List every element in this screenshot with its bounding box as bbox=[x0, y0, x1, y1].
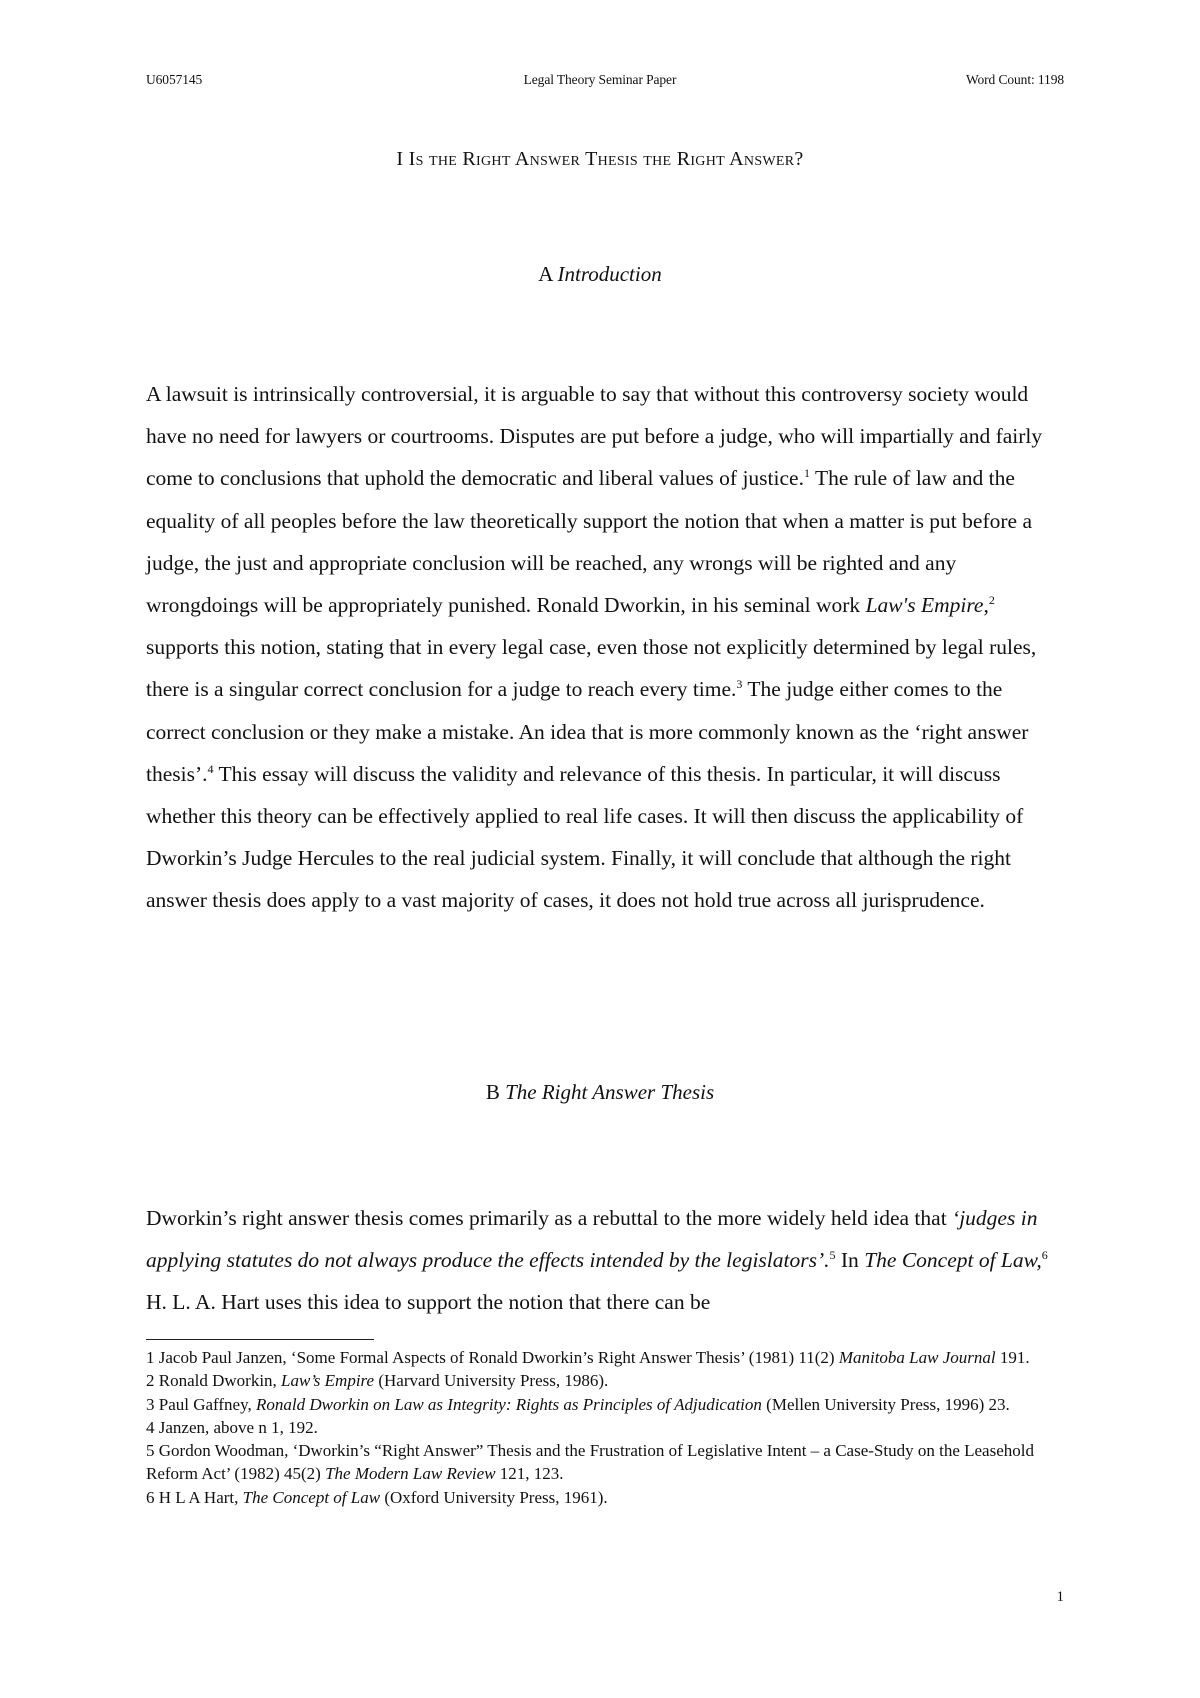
section-letter: A bbox=[538, 262, 553, 286]
footnote-5 bbox=[146, 1439, 1066, 1486]
footnote-text: 4 Janzen, above n 1, 192. bbox=[146, 1417, 318, 1437]
footnote-text: 2 Ronald Dworkin, bbox=[146, 1371, 282, 1391]
footnote-ref-2[interactable]: 2 bbox=[988, 592, 995, 607]
header-word-count: Word Count: 1198 bbox=[965, 72, 1064, 87]
footnote-ref-1[interactable]: 1 bbox=[803, 466, 810, 481]
footnote-ref-4[interactable]: 4 bbox=[207, 761, 214, 776]
cited-work-title: The Concept of Law, bbox=[864, 1248, 1042, 1273]
footnote-source-title: The Concept of Law bbox=[242, 1487, 381, 1507]
text-run: H. L. A. Hart uses this idea to support the notion that there can be bbox=[146, 1290, 711, 1315]
quotation: ‘judges in applying statutes do not always produce the effects intended by the legislators’. bbox=[146, 1206, 1038, 1273]
footnote-2 bbox=[146, 1369, 1066, 1392]
page-number: 1 bbox=[1056, 1589, 1064, 1605]
text-run: In bbox=[835, 1248, 865, 1273]
footnote-text: (Harvard University Press, 1986). bbox=[374, 1371, 609, 1391]
footnote-text: (Oxford University Press, 1961). bbox=[380, 1487, 608, 1507]
footnote-text: 191. bbox=[995, 1348, 1030, 1367]
header-paper-title: Legal Theory Seminar Paper bbox=[523, 72, 677, 87]
footnote-text: (Mellen University Press, 1996) 23. bbox=[761, 1394, 1010, 1414]
text-run: The rule of law and the equality of all peoples before the law theoretically support the notion that when a matter is put before a judge, the just and appropriate conclusion will be reached, any wrongs will be righted and any wrongdoings will be appropriately punished. Ronald Dworkin, in his seminal work bbox=[146, 466, 1032, 618]
paragraph-right-answer-thesis bbox=[146, 1197, 1066, 1324]
cited-work-title: Law's Empire bbox=[865, 593, 984, 618]
footnote-source-title: Ronald Dworkin on Law as Integrity: Rights as Principles of Adjudication bbox=[256, 1394, 762, 1414]
section-heading-right-answer-thesis bbox=[0, 1080, 1200, 1105]
footnotes bbox=[146, 1346, 1066, 1509]
header-student-id: U6057145 bbox=[146, 72, 203, 87]
footnote-text: 5 Gordon Woodman, ‘Dworkin’s “Right Answer” Thesis and the Frustration of Legislative Intent – a Case-Study on the Leasehold Reform Act’ (1982) 45(2) bbox=[146, 1441, 1034, 1484]
footnote-separator bbox=[146, 1339, 374, 1340]
footnote-ref-6[interactable]: 6 bbox=[1041, 1248, 1048, 1263]
footnote-text: 6 H L A Hart, bbox=[146, 1487, 243, 1507]
text-run: This essay will discuss the validity and relevance of this thesis. In particular, it will discuss whether this theory can be effectively applied to real life cases. It will then discuss the applicability of Dworkin’s Judge Hercules to the real judicial system. Finally, it will conclude that although the right answer thesis does apply to a vast majority of cases, it does not hold true across all jurisprudence. bbox=[146, 761, 1024, 913]
footnote-source-title: Manitoba Law Journal bbox=[838, 1348, 996, 1367]
footnote-text: 121, 123. bbox=[495, 1464, 564, 1484]
text-run: supports this notion, stating that in every legal case, even those not explicitly determined by legal rules, there is a singular correct conclusion for a judge to reach every time. bbox=[146, 635, 1037, 702]
paragraph-introduction: A lawsuit is intrinsically controversial, it is arguable to say that without this controversy society would have no need for lawyers or courtrooms. Disputes are put before a judge, who will impartially and fairly come to conclusions that uphold the democratic and liberal values of justice.$^1$ The rule of law and the equality of all peoples before the law theoretically support the notion that when a matter is put before a judge, the just and appropriate conclusion will be reached, any wrongs will be righted and any wrongdoings will be appropriately punished. Ronald Dworkin, in his seminal work Law's Empire,$^2$ supports this notion, stating that in every legal case, even those not explicitly determined by legal rules, there is a singular correct conclusion for a judge to reach every time.$^3$ The judge either comes to the correct conclusion or they make a mistake. An idea that is more commonly known as the ‘right answer thesis’.$^4$ This essay will discuss the validity and relevance of this thesis. In particular, it will discuss whether this theory can be effectively applied to real life cases. It will then discuss the applicability of Dworkin’s Judge Hercules to the real judicial system. Finally, it will conclude that although the right answer thesis does apply to a vast majority of cases, it does not hold true across all jurisprudence. bbox=[146, 382, 1043, 913]
text-run: Dworkin’s right answer thesis comes primarily as a rebuttal to the more widely held idea that bbox=[146, 1206, 953, 1230]
document-title: I Is the Right Answer Thesis the Right Answer? bbox=[396, 148, 804, 170]
footnote-text: 1 Jacob Paul Janzen, ‘Some Formal Aspects of Ronald Dworkin’s Right Answer Thesis’ (1981) 11(2) bbox=[146, 1348, 839, 1367]
footnote-4 bbox=[146, 1416, 1066, 1439]
footnote-ref-5[interactable]: 5 bbox=[829, 1248, 836, 1263]
section-title: Introduction bbox=[557, 262, 662, 286]
footnote-text: 3 Paul Gaffney, bbox=[146, 1394, 257, 1414]
section-heading-introduction bbox=[0, 262, 1200, 287]
footnote-source-title: The Modern Law Review bbox=[325, 1464, 496, 1484]
text-run: A lawsuit is intrinsically controversial, it is arguable to say that without this controversy society would have no need for lawyers or courtrooms. Disputes are put before a judge, who will impartially and fairly come to conclusions that uphold the democratic and liberal values of justice. bbox=[146, 382, 1043, 491]
footnote-3 bbox=[146, 1393, 1066, 1416]
footnote-6 bbox=[146, 1486, 1066, 1509]
section-title: The Right Answer Thesis bbox=[505, 1080, 715, 1104]
footnote-ref-3[interactable]: 3 bbox=[736, 677, 743, 692]
section-letter: B bbox=[485, 1080, 500, 1104]
text-run: The judge either comes to the correct conclusion or they make a mistake. An idea that is more commonly known as the ‘right answer thesis’. bbox=[146, 677, 1029, 786]
footnote-1 bbox=[146, 1346, 1066, 1369]
footnote-source-title: Law’s Empire bbox=[281, 1371, 375, 1391]
